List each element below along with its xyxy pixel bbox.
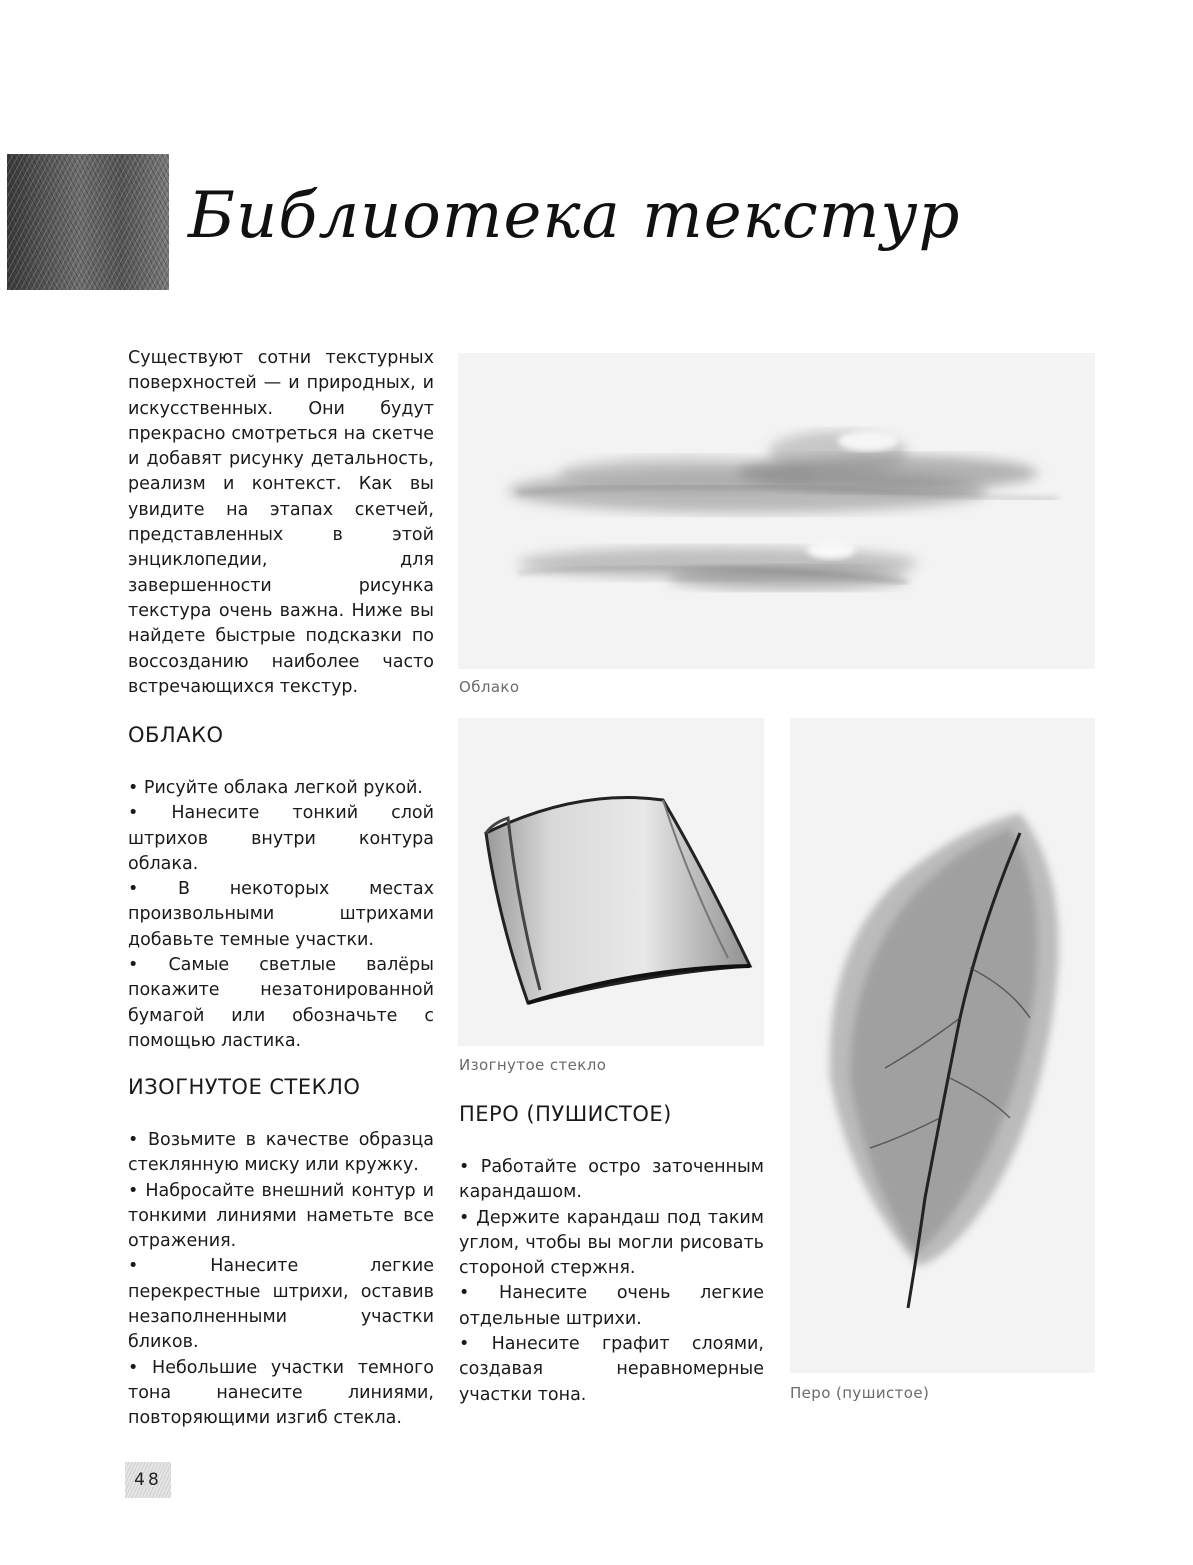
feather-caption: Перо (пушистое) (790, 1384, 930, 1402)
cloud-caption: Облако (459, 678, 520, 696)
list-item: • Рисуйте облака легкой рукой. (128, 778, 423, 798)
intro-paragraph: Существуют сотни текстурных поверхностей — и природных, и искусственных. Они будут прекрасно смотреться на скетче и добавят рисунку детальность, реализм и контекст. Как вы увидите на этапах скетчей, представленных в этой энциклопедии, для завершенности рисунка текстура очень важна. Ниже вы найдете быстрые подсказки по воссозданию наиболее часто встречающихся текстур. (128, 348, 434, 697)
curved-glass-caption: Изогнутое стекло (459, 1056, 607, 1074)
list-item: • Набросайте внешний контур и тонкими линиями наметьте все отражения. (128, 1180, 434, 1252)
feather-heading: ПЕРО (ПУШИСТОЕ) (459, 1102, 672, 1126)
title-texture-swatch (7, 154, 169, 290)
cloud-heading: ОБЛАКО (128, 723, 224, 747)
cloud-illustration (458, 353, 1095, 669)
list-item: • Самые светлые валёры покажите незатонированной бумагой или обозначьте с помощью ластика. (128, 955, 434, 1051)
cloud-bullet-list (128, 776, 434, 1054)
list-item: • Нанесите тонкий слой штрихов внутри контура облака. (128, 803, 434, 874)
feather-illustration (790, 718, 1095, 1373)
page-number: 48 (134, 1470, 162, 1490)
list-item: • Держите карандаш под таким углом, чтобы вы могли рисовать стороной стержня. (459, 1207, 764, 1279)
list-item: • Работайте остро заточенным карандашом. (459, 1157, 764, 1203)
list-item: • Небольшие участки темного тона нанесите линиями, повторяющими изгиб стекла. (128, 1357, 434, 1429)
list-item: • Нанесите графит слоями, создавая неравномерные участки тона. (459, 1334, 764, 1405)
page-number-box (125, 1462, 171, 1498)
curved-glass-illustration (458, 718, 764, 1046)
curved-glass-heading: ИЗОГНУТОЕ СТЕКЛО (128, 1075, 361, 1099)
page-title: Библиотека текстур (188, 179, 961, 253)
list-item: • Нанесите очень легкие отдельные штрихи. (459, 1283, 764, 1329)
list-item: • Нанесите легкие перекрестные штрихи, оставив незаполненными участки бликов. (128, 1256, 434, 1353)
feather-bullet-list (459, 1155, 764, 1408)
list-item: • В некоторых местах произвольными штрихами добавьте темные участки. (128, 879, 434, 950)
curved-glass-bullet-list (128, 1128, 434, 1432)
list-item: • Возьмите в качестве образца стеклянную миску или кружку. (128, 1130, 434, 1176)
